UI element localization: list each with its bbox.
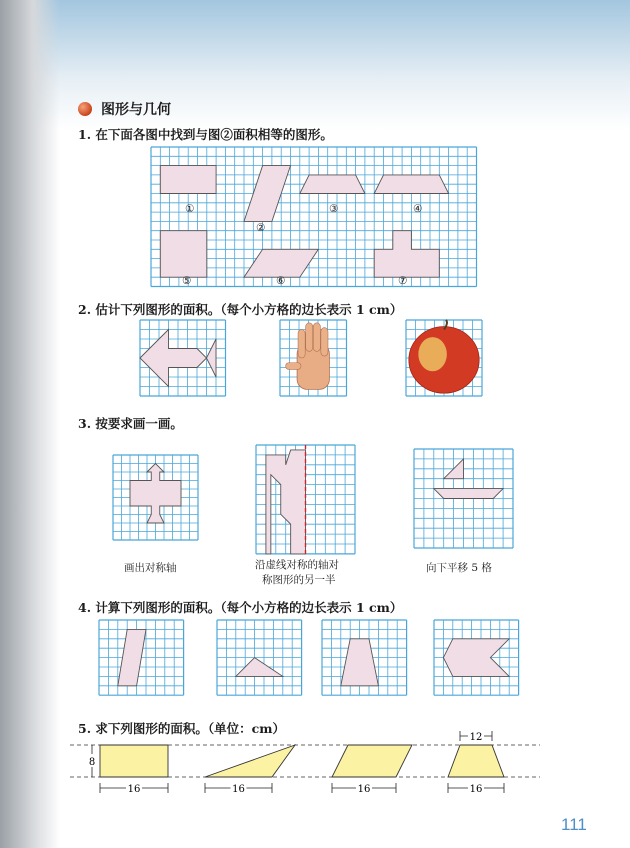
q3-half-figure: [256, 445, 355, 555]
shape-7-lshape: [374, 231, 439, 278]
finger-4: [321, 328, 328, 357]
q5-triangle: [205, 745, 295, 777]
q1-label-4: ④: [413, 203, 423, 215]
question-2-text: 2. 估计下列图形的面积。（每个小方格的边长表示 1 cm）: [78, 302, 403, 317]
shape-4-trapezoid: [374, 175, 448, 194]
base1-dim-label: 16: [127, 784, 141, 795]
base3-dim-label: 16: [357, 784, 371, 795]
q2-fish-figure: [140, 320, 224, 398]
shape-6-parallelogram: [244, 249, 318, 277]
q1-label-3: ③: [329, 203, 339, 215]
q1-label-1: ①: [185, 203, 195, 215]
q1-label-2: ②: [256, 222, 266, 234]
section-bullet-icon: [78, 102, 92, 116]
question-5-text: 5. 求下列图形的面积。（单位：cm）: [78, 721, 285, 736]
q2-apple-figure: [406, 320, 484, 398]
q3-caption-3: 向下平移 5 格: [426, 562, 492, 574]
q4-trapezoid-figure: [322, 620, 407, 698]
thumb: [286, 363, 301, 370]
q4-triangle-figure: [217, 620, 302, 698]
height-dim-label: 8: [88, 757, 96, 768]
question-3-text: 3. 按要求画一画。: [78, 416, 183, 431]
q3-caption-2a: 沿虚线对称的轴对: [255, 559, 339, 571]
base2-dim-label: 16: [232, 784, 245, 795]
boat-hull-shape: [434, 489, 503, 499]
q4-arrow-figure: [434, 620, 519, 698]
trapezoid-shape: [341, 639, 379, 686]
base4-dim-label: 16: [469, 784, 483, 795]
q1-label-5: ⑤: [182, 275, 192, 287]
shape-3-trapezoid: [300, 175, 365, 194]
q1-label-7: ⑦: [398, 275, 408, 287]
symmetric-cross-shape: [130, 464, 181, 524]
page-side-shading: [0, 0, 60, 848]
q3-caption-1: 画出对称轴: [124, 562, 177, 574]
q5-dimension-figures: [60, 730, 560, 800]
section-header: [78, 99, 171, 119]
shape-5-square: [160, 231, 207, 278]
question-4-text: 4. 计算下列图形的面积。（每个小方格的边长表示 1 cm）: [78, 600, 403, 615]
section-title: 图形与几何: [101, 102, 171, 118]
q3-symmetry-figure: [113, 455, 198, 540]
q1-grid-figure: [151, 147, 477, 287]
top4-dim-label: 12: [469, 732, 483, 743]
q3-caption-2b: 称图形的另一半: [262, 574, 336, 586]
question-1-text: 1. 在下面各图中找到与图②面积相等的图形。: [78, 127, 333, 142]
q2-hand-figure: [280, 320, 346, 398]
q3-boat-figure: [414, 449, 513, 548]
q5-trapezoid: [448, 745, 504, 777]
finger-1: [298, 330, 305, 359]
finger-3: [313, 323, 320, 352]
page-number: 111: [561, 815, 587, 834]
grid-lines: [217, 620, 302, 695]
q4-parallelogram-figure: [99, 620, 184, 698]
shape-1-rectangle: [160, 166, 216, 194]
finger-2: [306, 323, 313, 352]
q1-label-6: ⑥: [276, 275, 286, 287]
q5-rectangle: [100, 745, 168, 777]
q5-parallelogram: [332, 745, 412, 777]
apple-highlight: [418, 337, 447, 371]
